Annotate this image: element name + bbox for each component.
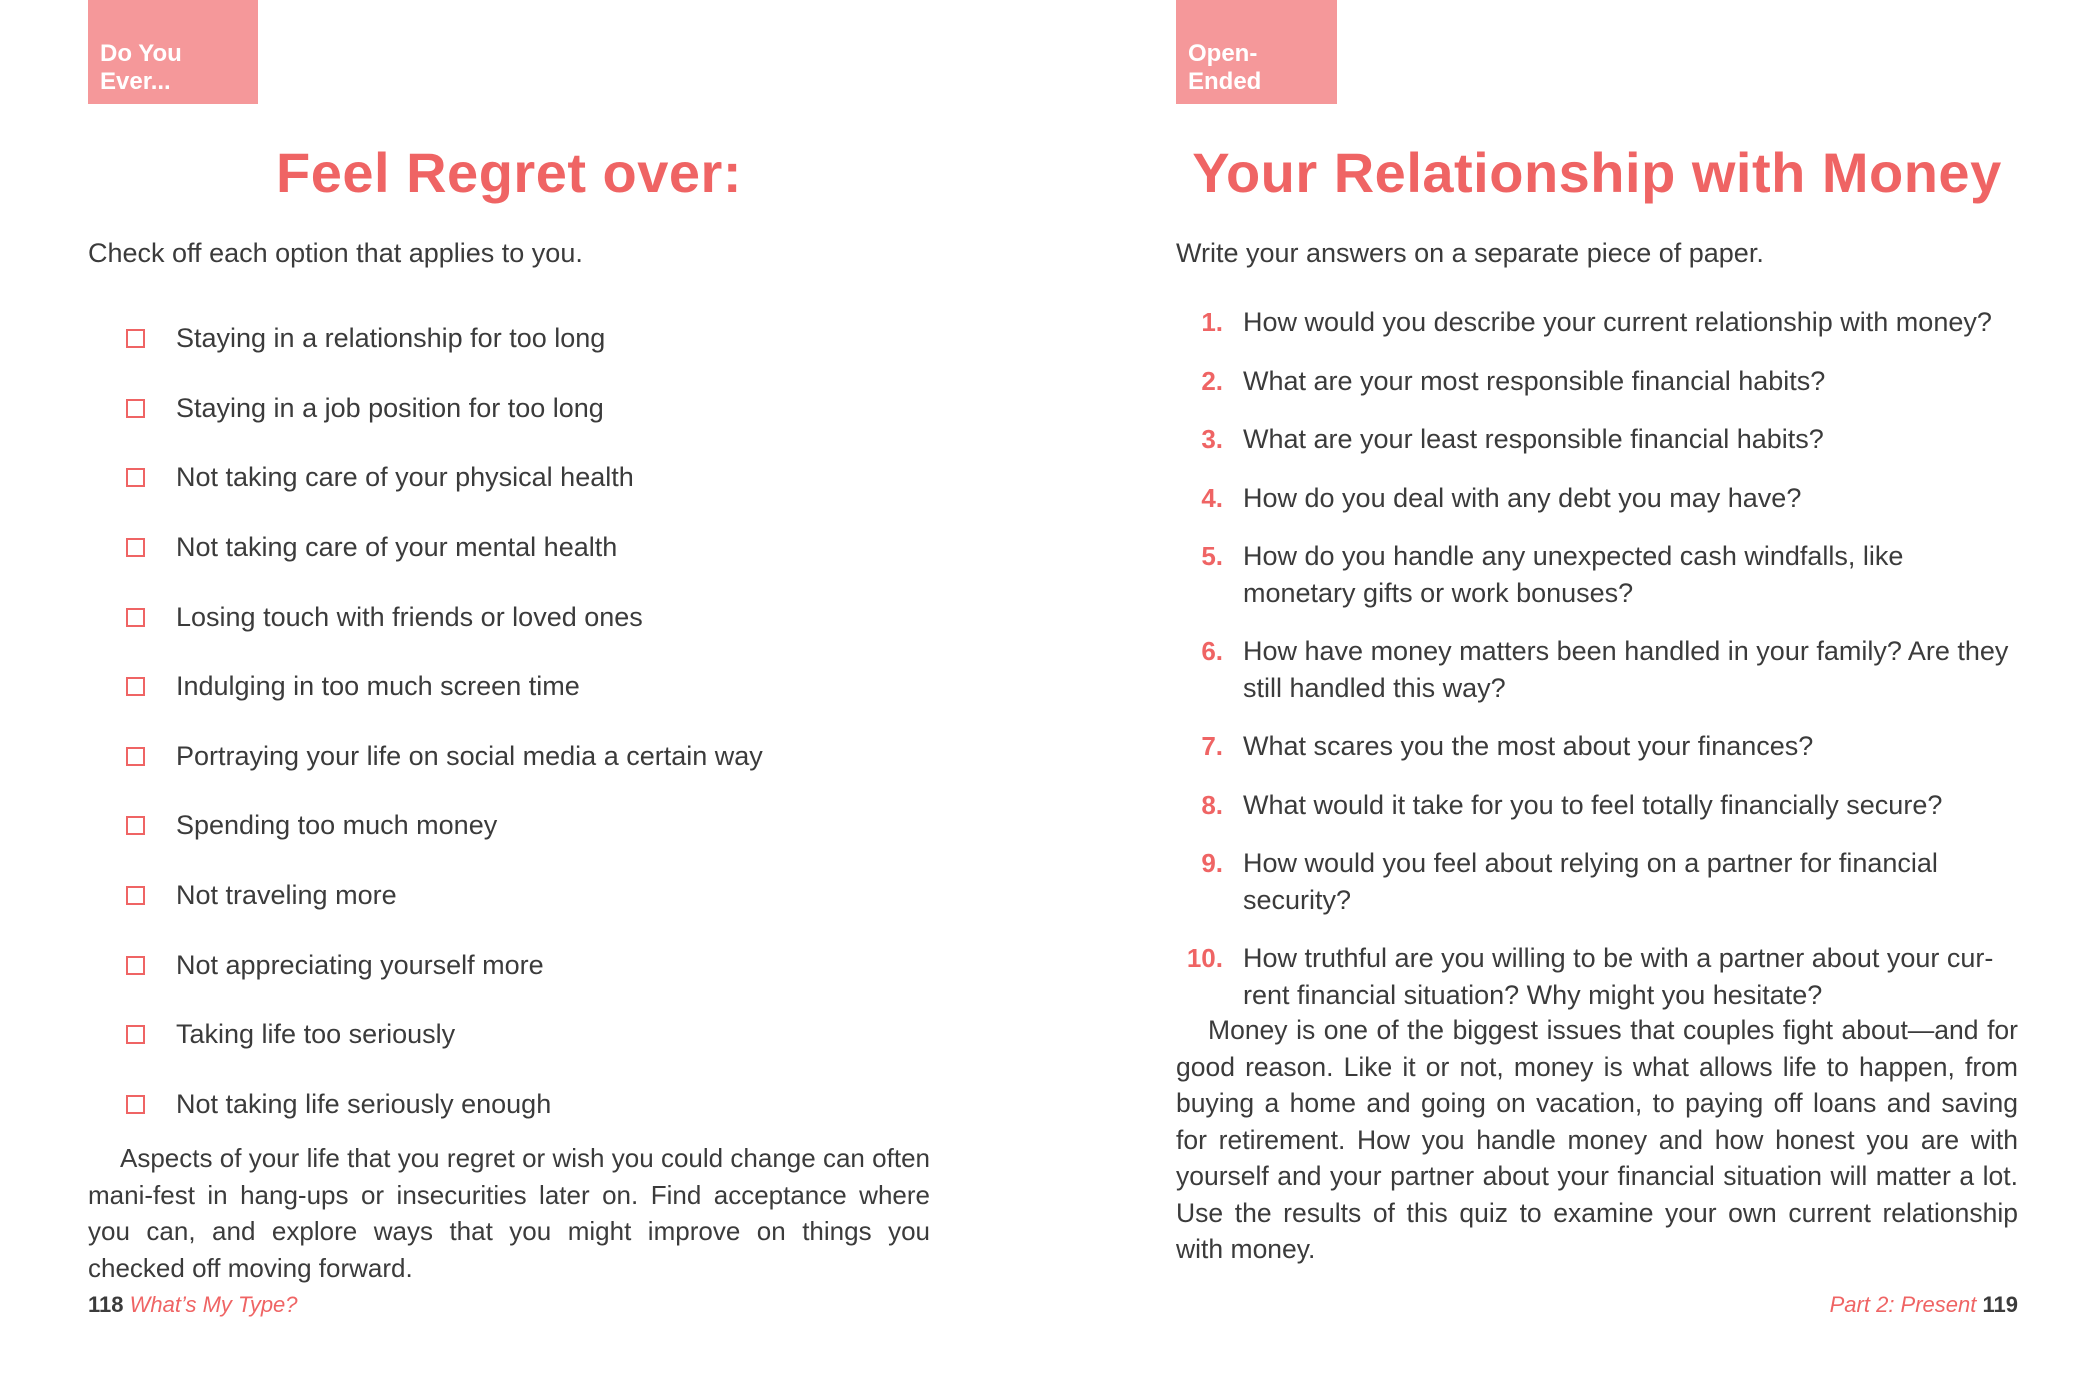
checklist-label: Not taking care of your physical health — [176, 462, 634, 493]
question-item — [1176, 728, 2018, 765]
question-text: How would you feel about relying on a partner for financial security? — [1243, 848, 1938, 915]
question-number: 2. — [1201, 365, 1223, 396]
body-paragraph: Money is one of the biggest issues that couples fight about—and for good reason. Like it or not, money is what allows life to happen, from buying a home and going on vacation, to paying off loans and saving for retirement. How you handle money and how honest you are with yourself and your partner about your financial situation will matter a lot. Use the results of this quiz to examine your own current relationship with money. — [1176, 1015, 2018, 1264]
question-text: How do you deal with any debt you may have? — [1243, 482, 1802, 513]
checklist-item[interactable] — [126, 1000, 763, 1070]
checklist-item[interactable] — [126, 443, 763, 513]
checkbox[interactable] — [126, 677, 145, 696]
page-footer — [88, 1292, 298, 1318]
question-text: What are your most responsible financial habits? — [1243, 365, 1826, 396]
page-title: Your Relationship with Money — [1192, 141, 2002, 204]
question-number: 1. — [1201, 307, 1223, 337]
checklist-label: Losing touch with friends or loved ones — [176, 601, 643, 632]
checkbox[interactable] — [126, 608, 145, 627]
checkbox[interactable] — [126, 399, 145, 418]
checkbox[interactable] — [126, 1095, 145, 1114]
question-text: What are your least responsible financial habits? — [1243, 424, 1824, 454]
question-item — [1176, 363, 2018, 400]
running-title: What’s My Type? — [129, 1292, 298, 1317]
question-item — [1176, 304, 2018, 341]
question-number: 6. — [1201, 636, 1223, 666]
checkbox[interactable] — [126, 886, 145, 905]
question-item — [1176, 538, 2018, 611]
checkbox[interactable] — [126, 747, 145, 766]
question-text: What scares you the most about your finances? — [1243, 731, 1814, 761]
question-number: 5. — [1201, 541, 1223, 571]
checklist — [126, 304, 763, 1139]
question-number: 9. — [1201, 848, 1223, 878]
question-number: 8. — [1201, 789, 1223, 820]
checklist-label: Taking life too seriously — [176, 1019, 456, 1050]
checklist-item[interactable] — [126, 652, 763, 722]
checklist-label: Not traveling more — [176, 880, 397, 911]
body-paragraph: Aspects of your life that you regret or wish you could change can often mani-fest in hang-ups or insecurities later on. Find acceptance where you can, and explore ways that you might improve on things you checked off moving forward. — [88, 1143, 930, 1283]
checklist-label: Indulging in too much screen time — [176, 671, 580, 702]
instructions: Write your answers on a separate piece of paper. — [1176, 238, 1764, 268]
question-item — [1176, 940, 2018, 1013]
question-text: How truthful are you willing to be with a partner about your cur-rent financial situation? Why might you hesitate? — [1243, 943, 1994, 1010]
instructions: Check off each option that applies to you. — [88, 238, 583, 268]
question-number: 3. — [1201, 424, 1223, 454]
question-text: How do you handle any unexpected cash windfalls, like monetary gifts or work bonuses? — [1243, 541, 1904, 608]
question-text: How have money matters been handled in your family? Are they still handled this way? — [1243, 636, 2009, 703]
checklist-item[interactable] — [126, 304, 763, 374]
question-list — [1176, 304, 2018, 1035]
checklist-label: Spending too much money — [176, 810, 498, 841]
checkbox[interactable] — [126, 538, 145, 557]
checklist-label: Not appreciating yourself more — [176, 949, 544, 980]
checklist-item[interactable] — [126, 861, 763, 931]
checklist-item[interactable] — [126, 930, 763, 1000]
page-footer — [1830, 1292, 2018, 1318]
question-item — [1176, 480, 2018, 517]
checklist-label: Staying in a job position for too long — [176, 392, 604, 423]
question-text: How would you describe your current relationship with money? — [1243, 307, 1992, 337]
checklist-item[interactable] — [126, 374, 763, 444]
question-item — [1176, 845, 2018, 918]
question-number: 4. — [1201, 482, 1223, 513]
checklist-item[interactable] — [126, 722, 763, 792]
checklist-label: Not taking care of your mental health — [176, 532, 618, 563]
checkbox[interactable] — [126, 468, 145, 487]
checklist-label: Portraying your life on social media a certain way — [176, 740, 763, 771]
question-item — [1176, 787, 2018, 824]
left-page — [88, 0, 930, 1400]
checkbox[interactable] — [126, 956, 145, 975]
section-tab: Do You Ever... — [88, 0, 258, 104]
checkbox[interactable] — [126, 1025, 145, 1044]
question-number: 7. — [1201, 731, 1223, 761]
page-title: Feel Regret over: — [276, 141, 742, 204]
checklist-item[interactable] — [126, 582, 763, 652]
running-title: Part 2: Present — [1829, 1292, 1977, 1317]
question-item — [1176, 421, 2018, 458]
checklist-label: Not taking life seriously enough — [176, 1088, 552, 1119]
page-number: 119 — [1982, 1292, 2018, 1317]
right-page — [1176, 0, 2018, 1400]
question-number: 10. — [1186, 943, 1223, 973]
checklist-item[interactable] — [126, 1070, 763, 1140]
question-item — [1176, 633, 2018, 706]
checklist-item[interactable] — [126, 791, 763, 861]
page-number: 118 — [88, 1292, 124, 1317]
question-text: What would it take for you to feel totally financially secure? — [1243, 789, 1943, 820]
checkbox[interactable] — [126, 329, 145, 348]
checklist-item[interactable] — [126, 513, 763, 583]
section-tab: Open-Ended — [1176, 0, 1337, 104]
checklist-label: Staying in a relationship for too long — [176, 323, 606, 354]
checkbox[interactable] — [126, 816, 145, 835]
